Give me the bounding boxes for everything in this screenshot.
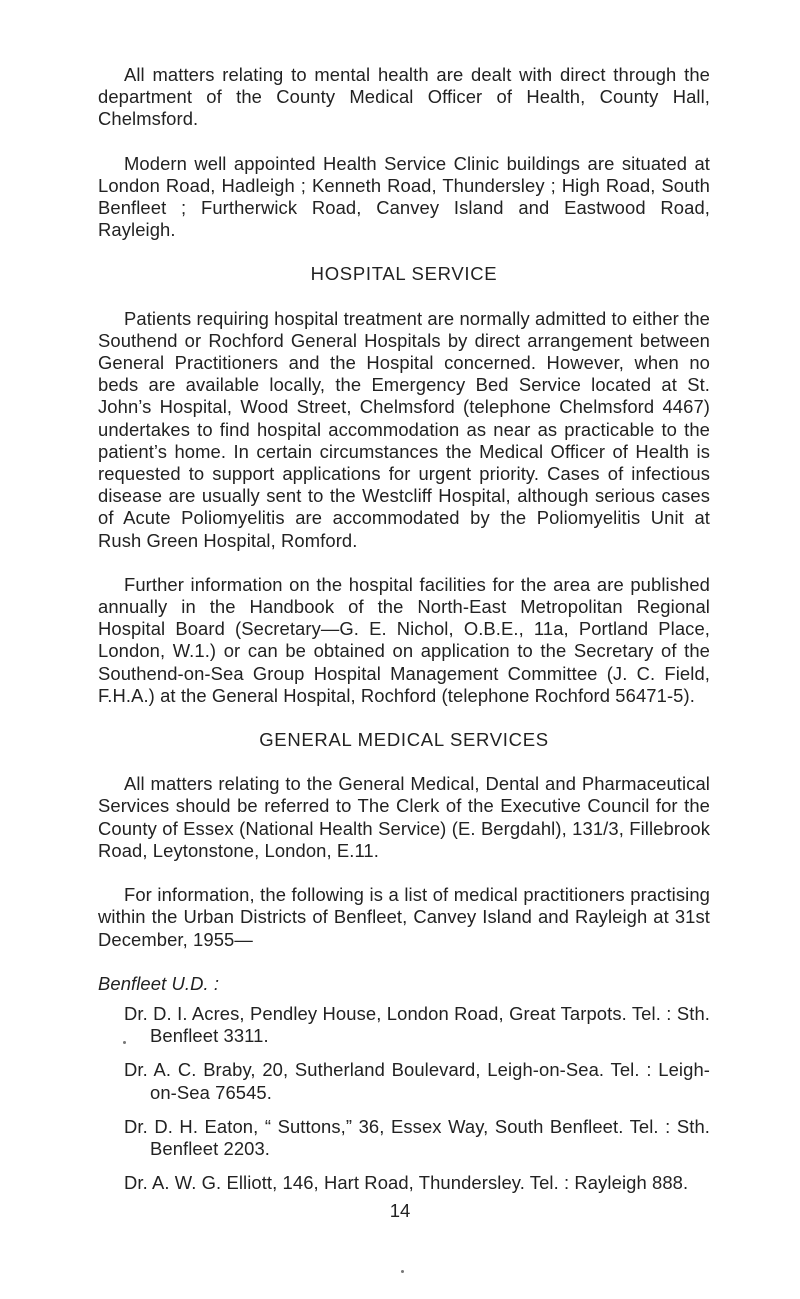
doctor-entry: Dr. A. W. G. Elliott, 146, Hart Road, Thundersley. Tel. : Rayleigh 888. [124, 1172, 689, 1194]
doctor-entry: Dr. A. C. Braby, 20, Sutherland Boulevard, Leigh-on-Sea. Tel. : Leigh-on-Sea 76545. [124, 1059, 710, 1103]
general-medical-services-heading: GENERAL MEDICAL SERVICES [259, 729, 549, 751]
page-number: 14 [389, 1200, 411, 1221]
executive-council-paragraph: All matters relating to the General Medical, Dental and Pharmaceutical Services should be referred to The Clerk of the Executive Council for the County of Essex (National Health Service) (E. Bergdahl), 131/3, Fillebrook Road, Leytonstone, London, E.11. [98, 773, 710, 861]
hospital-admission-paragraph: Patients requiring hospital treatment are normally admitted to either the Southend or Rochford General Hospitals by direct arrangement between General Practitioners and the Hospital concerned. However, when no beds are available locally, the Emergency Bed Service located at St. John’s Hospital, Wood Street, Chelmsford (telephone Chelmsford 4467) undertakes to find hospital accommodation as near as practicable to the patient’s home. In certain circumstances the Medical Officer of Health is requested to support applications for urgent priority. Cases of infectious disease are usually sent to the Westcliff Hospital, although serious cases of Acute Poliomyelitis are accommodated by the Poliomyelitis Unit at Rush Green Hospital, Romford. [98, 307, 710, 551]
mental-health-paragraph: All matters relating to mental health are dealt with direct through the department of the County Medical Officer of Health, County Hall, Chelmsford. [98, 64, 710, 130]
hospital-information-paragraph: Further information on the hospital facilities for the area are published annually in the Handbook of the North-East Metropolitan Regional Hospital Board (Secretary—G. E. Nichol, O.B.E., 11a, Portland Place, London, W.1.) or can be obtained on application to the Secretary of the Southend-on-Sea Group Hospital Management Committee (J. C. Field, F.H.A.) at the General Hospital, Rochford (telephone Rochford 56471-5). [98, 573, 710, 706]
doctor-list [98, 1003, 710, 1194]
hospital-service-heading: HOSPITAL SERVICE [310, 263, 498, 285]
clinic-buildings-paragraph: Modern well appointed Health Service Clinic buildings are situated at London Road, Hadleigh ; Kenneth Road, Thundersley ; High Road, South Benfleet ; Furtherwick Road, Canvey Island and Eastwood Road, Rayleigh. [98, 152, 710, 241]
doctor-entry: Dr. D. H. Eaton, “ Suttons,” 36, Essex Way, South Benfleet. Tel. : Sth. Benfleet 2203. [124, 1115, 710, 1159]
scan-speck [123, 1041, 126, 1044]
document-body [98, 64, 710, 1206]
scan-speck [401, 1270, 404, 1273]
district-heading: Benfleet U.D. : [98, 972, 220, 994]
practitioner-list-intro: For information, the following is a list of medical practitioners practising within the Urban Districts of Benfleet, Canvey Island and Rayleigh at 31st December, 1955— [98, 884, 710, 950]
doctor-entry: Dr. D. I. Acres, Pendley House, London Road, Great Tarpots. Tel. : Sth. Benfleet 3311. [124, 1002, 710, 1047]
